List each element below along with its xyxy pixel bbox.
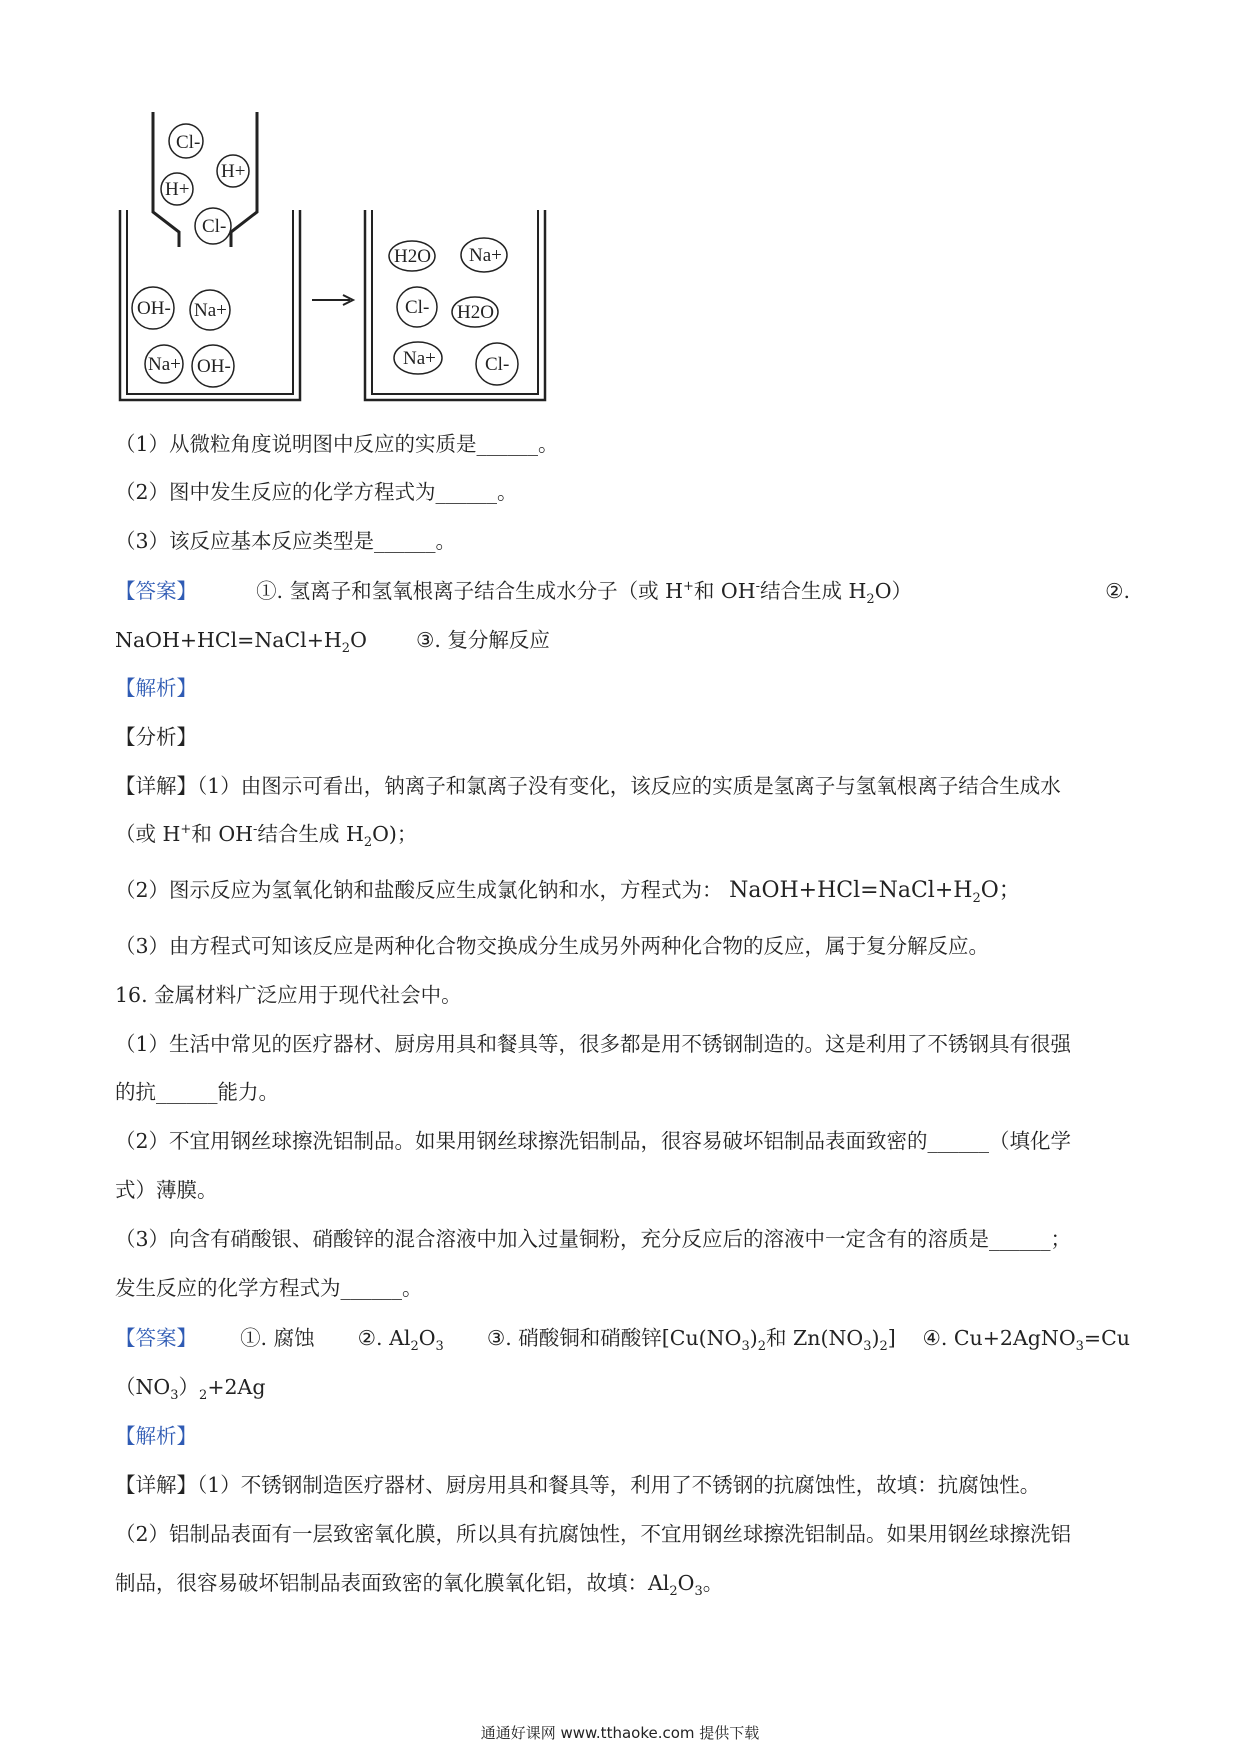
q15-answer3: ③. 复分解反应 [415, 628, 550, 652]
q15-detail3: （3）由方程式可知该反应是两种化合物交换成分生成另外两种化合物的反应，属于复分解反应。 [115, 934, 990, 958]
svg-text:H+: H+ [221, 161, 246, 182]
ion-h-dropper-1 [217, 155, 249, 187]
q16-sub1b: 的抗______能力。 [115, 1080, 279, 1104]
ion-na-left-1 [190, 290, 230, 330]
svg-text:H2O: H2O [457, 302, 494, 323]
q15-answer2-marker: ②. [1105, 579, 1130, 603]
svg-text:Cl-: Cl- [485, 354, 510, 375]
q16-detail1: 【详解】（1）不锈钢制造医疗器材、厨房用具和餐具等，利用了不锈钢的抗腐蚀性，故填：抗腐蚀性。 [115, 1473, 1041, 1497]
svg-text:Na+: Na+ [469, 245, 502, 266]
ion-cl-right-2 [476, 343, 518, 385]
svg-text:Na+: Na+ [403, 348, 436, 369]
q16-sub2a: （2）不宜用钢丝球擦洗铝制品。如果用钢丝球擦洗铝制品，很容易破坏铝制品表面致密的______（填化学 [115, 1129, 1072, 1153]
q16-sub1a: （1）生活中常见的医疗器材、厨房用具和餐具等，很多都是用不锈钢制造的。这是利用了不锈钢具有很强 [115, 1032, 1072, 1056]
q16-sub3b: 发生反应的化学方程式为______。 [115, 1276, 423, 1300]
q15-sub1: （1）从微粒角度说明图中反应的实质是______。 [115, 432, 559, 456]
neutralization-diagram [115, 112, 555, 404]
molecule-h2o-right-1 [389, 241, 435, 271]
q16-detail2b: 制品，很容易破坏铝制品表面致密的氧化膜氧化铝，故填：$Al_2O_3$。 [115, 1571, 724, 1600]
q16-answer-line1: 【答案】 ①. 腐蚀 ②. $Al_2O_3$ ③. 硝酸铜和硝酸锌[$Cu(NO_3)_2$和 $Zn(NO_3)_2$] ④. Cu+2AgNO$_3$=Cu [115, 1326, 1130, 1355]
svg-text:Na+: Na+ [148, 354, 181, 375]
q15-answer-line1 [115, 577, 1130, 608]
svg-text:Na+: Na+ [194, 300, 227, 321]
ion-na-right-1 [461, 238, 507, 272]
q15-fenxi-label: 【分析】 [115, 725, 197, 749]
ion-oh-left-1 [132, 287, 174, 329]
molecule-h2o-right-2 [452, 297, 498, 327]
answer-label: 【答案】 [115, 579, 197, 603]
q15-analysis-label: 【解析】 [115, 676, 197, 700]
ion-oh-left-2 [192, 345, 234, 387]
svg-text:H+: H+ [165, 179, 190, 200]
svg-text:Cl-: Cl- [176, 132, 201, 153]
page-footer: 通通好课网 www.tthaoke.com 提供下载 [480, 1724, 760, 1742]
svg-text:H2O: H2O [394, 246, 431, 267]
svg-text:Cl-: Cl- [202, 216, 227, 237]
q16-analysis-label: 【解析】 [115, 1424, 197, 1448]
q15-answer1: ①. 氢离子和氢氧根离子结合生成水分子（或 H+和 OH-结合生成 $H_2O$） [256, 579, 913, 608]
q16-sub3a: （3）向含有硝酸银、硝酸锌的混合溶液中加入过量铜粉，充分反应后的溶液中一定含有的溶质是______； [115, 1227, 1072, 1251]
q16-sub2b: 式）薄膜。 [115, 1178, 218, 1202]
q16-answer-line2: $(NO_3)_2+2Ag$ [115, 1375, 266, 1404]
ion-na-left-2 [145, 345, 183, 383]
q15-sub3: （3）该反应基本反应类型是______。 [115, 529, 457, 553]
ion-na-right-2 [394, 342, 442, 374]
q15-answer-line2 [115, 626, 1130, 657]
ion-h-dropper-2 [161, 173, 193, 205]
q15-sub2: （2）图中发生反应的化学方程式为______。 [115, 480, 518, 504]
q15-answer2: $NaOH+HCl=NaCl+H_2O$ [115, 628, 367, 657]
ion-cl-dropper-2 [195, 208, 231, 244]
q16-title: 16. 金属材料广泛应用于现代社会中。 [115, 983, 462, 1007]
q15-detail2: （2）图示反应为氢氧化钠和盐酸反应生成氯化钠和水，方程式为： $NaOH+HCl=NaCl+H_2O$； [115, 878, 1021, 907]
ion-cl-dropper-1 [169, 124, 203, 158]
svg-text:OH-: OH- [137, 298, 171, 319]
ion-cl-right-1 [397, 287, 437, 327]
svg-text:Cl-: Cl- [405, 297, 430, 318]
q15-detail1a: 【详解】（1）由图示可看出，钠离子和氯离子没有变化，该反应的实质是氢离子与氢氧根离子结合生成水 [115, 774, 1061, 798]
q15-detail1b: （或 H+和 OH-结合生成 $H_2O$)； [115, 822, 418, 851]
q16-detail2a: （2）铝制品表面有一层致密氧化膜，所以具有抗腐蚀性，不宜用钢丝球擦洗铝制品。如果用钢丝球擦洗铝 [115, 1522, 1072, 1546]
svg-text:OH-: OH- [197, 356, 231, 377]
